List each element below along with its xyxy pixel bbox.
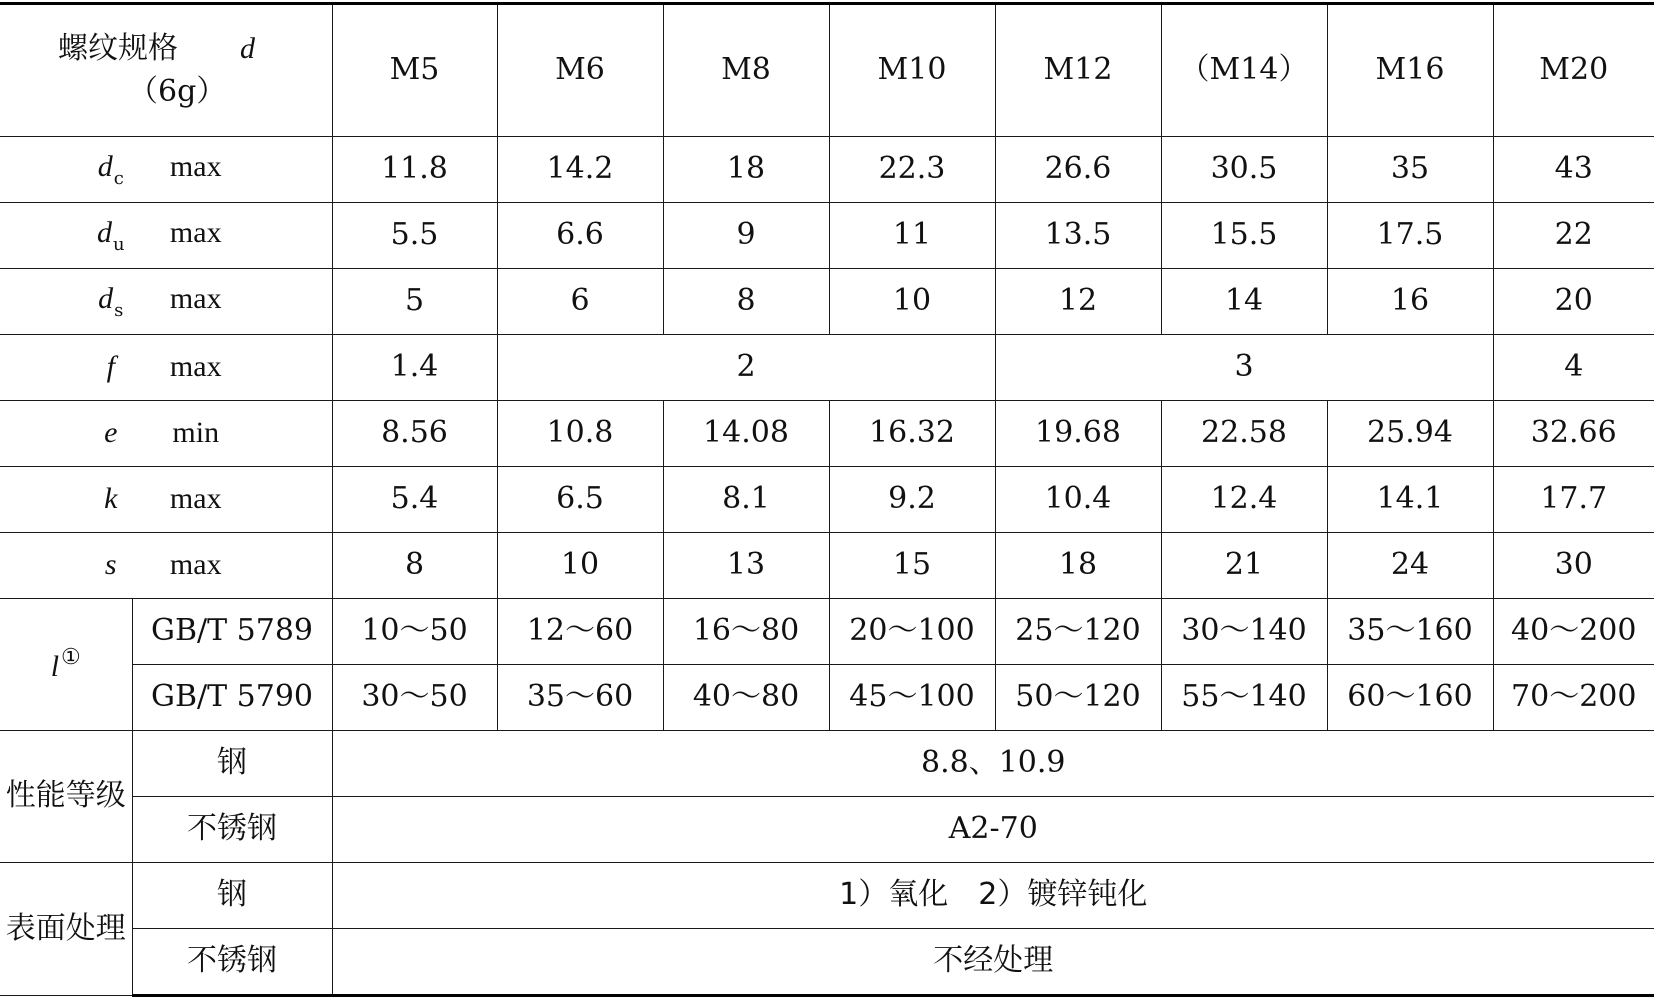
table-cell: 45～100 [829, 665, 995, 731]
table-cell: 55～140 [1161, 665, 1327, 731]
row-label-surface: 表面处理 [0, 863, 132, 996]
material-label: 钢 [132, 731, 332, 797]
table-cell: 35～160 [1327, 599, 1493, 665]
row-label-ds: $d_s$ max [0, 269, 332, 335]
table-cell: 40～80 [663, 665, 829, 731]
table-cell: 16 [1327, 269, 1493, 335]
table-cell: 10.8 [497, 401, 663, 467]
table-cell: 5 [332, 269, 497, 335]
table-cell: 40～200 [1493, 599, 1654, 665]
table-cell: 14.08 [663, 401, 829, 467]
table-row-dc [0, 137, 1654, 203]
header-size: （M14） [1161, 4, 1327, 137]
table-cell: 9.2 [829, 467, 995, 533]
table-cell: 20 [1493, 269, 1654, 335]
table-row-length-5790 [0, 665, 1654, 731]
table-cell: 21 [1161, 533, 1327, 599]
table-row-k [0, 467, 1654, 533]
standard-label: GB/T 5789 [132, 599, 332, 665]
table-cell: 6.5 [497, 467, 663, 533]
table-cell: 30～50 [332, 665, 497, 731]
table-header-row [0, 4, 1654, 137]
row-label-du: $d_u$ max [0, 203, 332, 269]
row-label-f: f max [0, 335, 332, 401]
table-cell: 18 [663, 137, 829, 203]
row-label-s: s max [0, 533, 332, 599]
table-row-s [0, 533, 1654, 599]
table-row-du [0, 203, 1654, 269]
row-label-k: k max [0, 467, 332, 533]
table-cell: 4 [1493, 335, 1654, 401]
bolt-spec-table [0, 2, 1654, 997]
table-row-performance-stainless [0, 797, 1654, 863]
table-cell: 16.32 [829, 401, 995, 467]
table-cell: 25～120 [995, 599, 1161, 665]
table-cell-merged: A2-70 [332, 797, 1654, 863]
table-cell: 24 [1327, 533, 1493, 599]
table-cell: 17.5 [1327, 203, 1493, 269]
table-cell: 12.4 [1161, 467, 1327, 533]
material-label: 不锈钢 [132, 797, 332, 863]
table-cell: 1.4 [332, 335, 497, 401]
header-size: M10 [829, 4, 995, 137]
table-row-length-5789 [0, 599, 1654, 665]
table-cell: 17.7 [1493, 467, 1654, 533]
header-size: M16 [1327, 4, 1493, 137]
table-cell-merged: 3 [995, 335, 1493, 401]
table-cell: 26.6 [995, 137, 1161, 203]
table-cell: 6.6 [497, 203, 663, 269]
table-cell: 6 [497, 269, 663, 335]
table-cell: 22.3 [829, 137, 995, 203]
table-row-e [0, 401, 1654, 467]
table-cell: 22.58 [1161, 401, 1327, 467]
header-size: M20 [1493, 4, 1654, 137]
table-cell: 30.5 [1161, 137, 1327, 203]
row-label-performance: 性能等级 [0, 731, 132, 863]
row-label-e: e min [0, 401, 332, 467]
header-thread-spec-cell [0, 4, 332, 137]
table-cell: 11.8 [332, 137, 497, 203]
header-size: M5 [332, 4, 497, 137]
table-cell: 10～50 [332, 599, 497, 665]
table-cell: 15.5 [1161, 203, 1327, 269]
table-cell-merged: 2 [497, 335, 995, 401]
material-label: 不锈钢 [132, 929, 332, 996]
table-cell: 35～60 [497, 665, 663, 731]
table-row-performance-steel [0, 731, 1654, 797]
table-cell: 13.5 [995, 203, 1161, 269]
table-cell: 35 [1327, 137, 1493, 203]
table-cell: 8.56 [332, 401, 497, 467]
table-cell: 30～140 [1161, 599, 1327, 665]
table-cell: 50～120 [995, 665, 1161, 731]
row-label-length: l① [0, 599, 132, 731]
standard-label: GB/T 5790 [132, 665, 332, 731]
table-cell-merged: 不经处理 [332, 929, 1654, 996]
header-size: M6 [497, 4, 663, 137]
table-cell: 32.66 [1493, 401, 1654, 467]
table-row-surface-stainless [0, 929, 1654, 996]
table-cell-merged: 8.8、10.9 [332, 731, 1654, 797]
table-cell: 14.1 [1327, 467, 1493, 533]
table-cell: 60～160 [1327, 665, 1493, 731]
table-cell: 19.68 [995, 401, 1161, 467]
table-cell: 14 [1161, 269, 1327, 335]
table-cell: 20～100 [829, 599, 995, 665]
table-cell: 16～80 [663, 599, 829, 665]
table-cell: 13 [663, 533, 829, 599]
table-row-f [0, 335, 1654, 401]
table-row-surface-steel [0, 863, 1654, 929]
table-cell: 12 [995, 269, 1161, 335]
header-tolerance: （6g） [128, 73, 227, 109]
table-cell: 12～60 [497, 599, 663, 665]
table-row-ds [0, 269, 1654, 335]
table-cell: 11 [829, 203, 995, 269]
table-cell: 22 [1493, 203, 1654, 269]
table-cell: 10.4 [995, 467, 1161, 533]
header-thread-spec-label: 螺纹规格 [58, 31, 178, 66]
table-cell: 5.5 [332, 203, 497, 269]
material-label: 钢 [132, 863, 332, 929]
header-d-symbol: d [240, 32, 255, 65]
table-cell-merged: 1）氧化 2）镀锌钝化 [332, 863, 1654, 929]
table-cell: 25.94 [1327, 401, 1493, 467]
table-cell: 15 [829, 533, 995, 599]
header-size: M8 [663, 4, 829, 137]
table-cell: 10 [497, 533, 663, 599]
table-cell: 8 [663, 269, 829, 335]
header-size: M12 [995, 4, 1161, 137]
table-cell: 8.1 [663, 467, 829, 533]
table-cell: 5.4 [332, 467, 497, 533]
table-cell: 18 [995, 533, 1161, 599]
table-cell: 9 [663, 203, 829, 269]
table-cell: 30 [1493, 533, 1654, 599]
table-cell: 43 [1493, 137, 1654, 203]
table-cell: 8 [332, 533, 497, 599]
row-label-dc: $d_c$ max [0, 137, 332, 203]
table-cell: 70～200 [1493, 665, 1654, 731]
table-cell: 14.2 [497, 137, 663, 203]
table-cell: 10 [829, 269, 995, 335]
